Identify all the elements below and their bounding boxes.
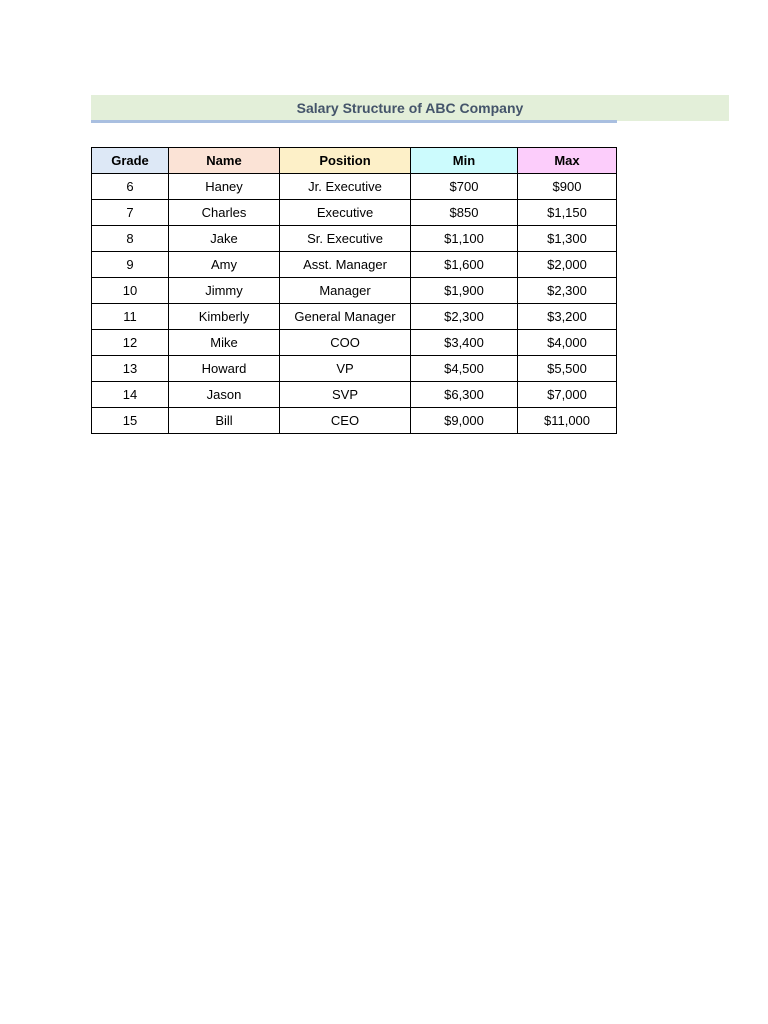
cell-max: $4,000 xyxy=(518,330,617,356)
cell-position: Jr. Executive xyxy=(280,174,411,200)
cell-min: $6,300 xyxy=(411,382,518,408)
cell-name: Jimmy xyxy=(169,278,280,304)
cell-position: CEO xyxy=(280,408,411,434)
cell-min: $700 xyxy=(411,174,518,200)
cell-position: Manager xyxy=(280,278,411,304)
cell-position: Executive xyxy=(280,200,411,226)
cell-grade: 7 xyxy=(92,200,169,226)
cell-position: General Manager xyxy=(280,304,411,330)
page-title-text: Salary Structure of ABC Company xyxy=(296,100,524,116)
table-row xyxy=(92,356,617,382)
cell-name: Jason xyxy=(169,382,280,408)
header-max: Max xyxy=(518,148,617,174)
cell-name: Kimberly xyxy=(169,304,280,330)
header-grade: Grade xyxy=(92,148,169,174)
cell-min: $3,400 xyxy=(411,330,518,356)
cell-grade: 13 xyxy=(92,356,169,382)
cell-max: $2,300 xyxy=(518,278,617,304)
cell-position: Sr. Executive xyxy=(280,226,411,252)
table-row xyxy=(92,226,617,252)
cell-grade: 12 xyxy=(92,330,169,356)
cell-max: $5,500 xyxy=(518,356,617,382)
table-header-row xyxy=(92,148,617,174)
table-row xyxy=(92,408,617,434)
cell-grade: 6 xyxy=(92,174,169,200)
cell-name: Bill xyxy=(169,408,280,434)
cell-min: $1,900 xyxy=(411,278,518,304)
cell-grade: 15 xyxy=(92,408,169,434)
cell-grade: 14 xyxy=(92,382,169,408)
cell-grade: 11 xyxy=(92,304,169,330)
cell-position: VP xyxy=(280,356,411,382)
table-row xyxy=(92,382,617,408)
table-row xyxy=(92,200,617,226)
cell-name: Haney xyxy=(169,174,280,200)
cell-min: $850 xyxy=(411,200,518,226)
cell-grade: 10 xyxy=(92,278,169,304)
cell-max: $1,150 xyxy=(518,200,617,226)
cell-min: $1,100 xyxy=(411,226,518,252)
cell-min: $2,300 xyxy=(411,304,518,330)
table-row xyxy=(92,174,617,200)
cell-name: Howard xyxy=(169,356,280,382)
cell-grade: 8 xyxy=(92,226,169,252)
cell-min: $1,600 xyxy=(411,252,518,278)
cell-max: $3,200 xyxy=(518,304,617,330)
table-row xyxy=(92,330,617,356)
cell-min: $4,500 xyxy=(411,356,518,382)
cell-max: $2,000 xyxy=(518,252,617,278)
cell-position: Asst. Manager xyxy=(280,252,411,278)
table-row xyxy=(92,278,617,304)
cell-name: Amy xyxy=(169,252,280,278)
table-row xyxy=(92,252,617,278)
cell-position: SVP xyxy=(280,382,411,408)
table-body xyxy=(92,174,617,434)
cell-name: Jake xyxy=(169,226,280,252)
cell-max: $11,000 xyxy=(518,408,617,434)
cell-grade: 9 xyxy=(92,252,169,278)
cell-name: Charles xyxy=(169,200,280,226)
cell-position: COO xyxy=(280,330,411,356)
cell-max: $900 xyxy=(518,174,617,200)
header-position: Position xyxy=(280,148,411,174)
header-min: Min xyxy=(411,148,518,174)
cell-max: $7,000 xyxy=(518,382,617,408)
cell-min: $9,000 xyxy=(411,408,518,434)
header-name: Name xyxy=(169,148,280,174)
cell-max: $1,300 xyxy=(518,226,617,252)
table-row xyxy=(92,304,617,330)
cell-name: Mike xyxy=(169,330,280,356)
page-title xyxy=(91,95,729,121)
salary-table xyxy=(91,147,617,434)
